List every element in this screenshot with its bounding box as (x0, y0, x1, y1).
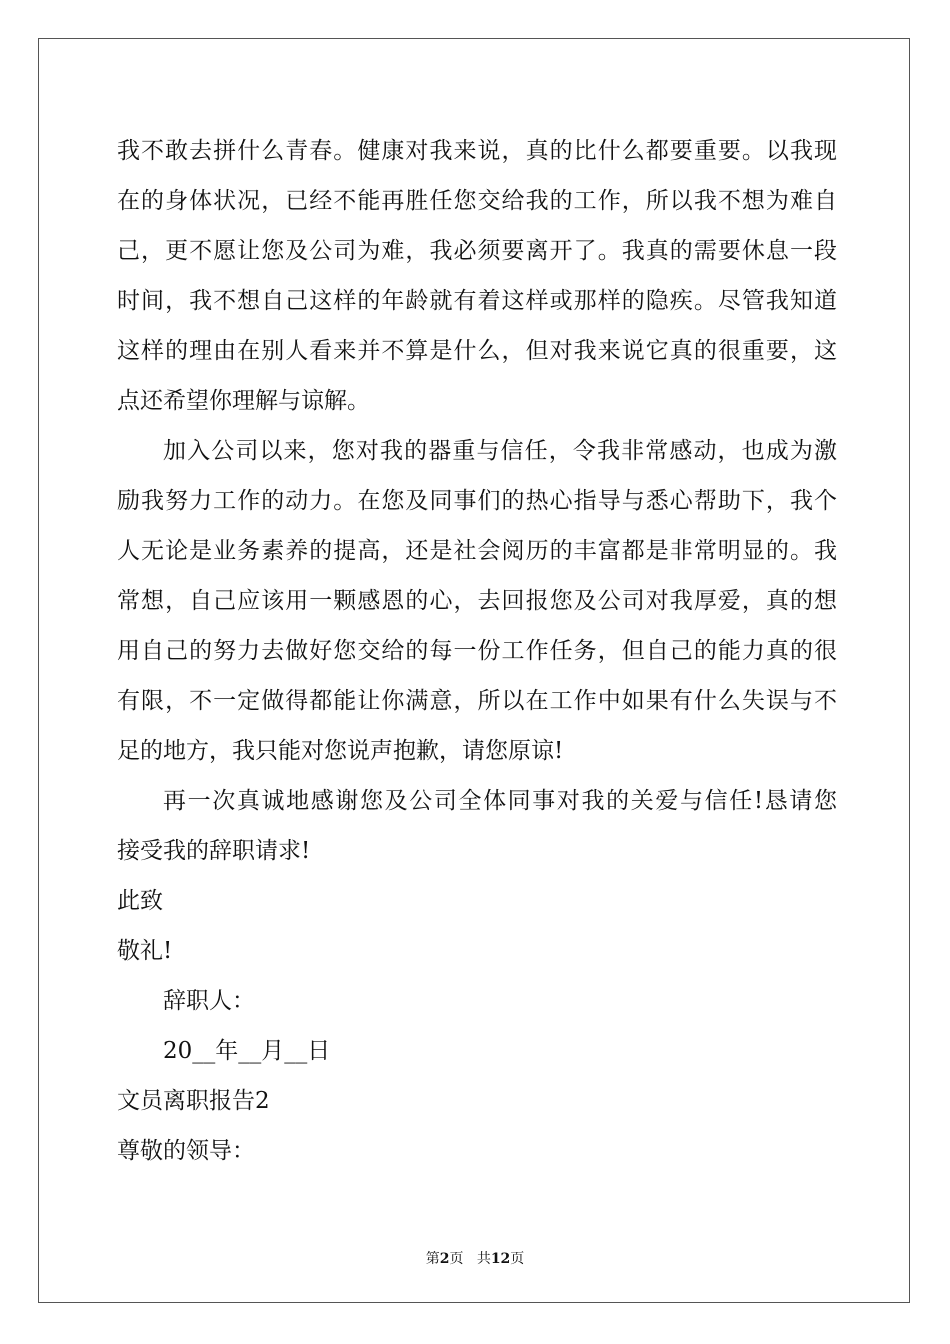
body-line: 点还希望你理解与谅解。 (117, 388, 370, 414)
body-line: 有限，不一定做得都能让你满意，所以在工作中如果有什么失误与不 (117, 688, 837, 714)
body-line: 接受我的辞职请求! (117, 838, 311, 864)
footer-prefix: 第 (425, 1251, 440, 1267)
footer-total-unit: 页 (510, 1251, 525, 1267)
greeting: 尊敬的领导： (117, 1138, 255, 1164)
footer-page-unit: 页 (449, 1251, 464, 1267)
body-line: 用自己的努力去做好您交给的每一份工作任务，但自己的能力真的很 (117, 638, 837, 664)
body-line: 在的身体状况，已经不能再胜任您交给我的工作，所以我不想为难自 (117, 188, 837, 214)
body-line: 励我努力工作的动力。在您及同事们的热心指导与悉心帮助下，我个 (117, 488, 837, 514)
total-pages: 12 (490, 1251, 511, 1267)
closing-salutation: 此致 (117, 888, 163, 914)
body-line: 再一次真诚地感谢您及公司全体同事对我的关爱与信任!恳请您 (163, 788, 837, 814)
signature-line: 辞职人： (163, 988, 255, 1014)
body-line: 常想，自己应该用一颗感恩的心，去回报您及公司对我厚爱，真的想 (117, 588, 837, 614)
body-line: 这样的理由在别人看来并不算是什么，但对我来说它真的很重要，这 (117, 338, 837, 364)
page-number: 2 (439, 1251, 450, 1267)
footer-total-prefix: 共 (476, 1251, 491, 1267)
page-footer (0, 1248, 950, 1268)
document-body (117, 133, 837, 1183)
body-line: 己，更不愿让您及公司为难，我必须要离开了。我真的需要休息一段 (117, 238, 837, 264)
section-title: 文员离职报告2 (117, 1088, 270, 1114)
body-line: 时间，我不想自己这样的年龄就有着这样或那样的隐疾。尽管我知道 (117, 288, 837, 314)
date-line: 20__年__月__日 (163, 1038, 331, 1064)
body-line: 我不敢去拼什么青春。健康对我来说，真的比什么都要重要。以我现 (117, 138, 837, 164)
body-line: 加入公司以来，您对我的器重与信任，令我非常感动，也成为激 (163, 438, 837, 464)
body-line: 足的地方，我只能对您说声抱歉，请您原谅! (117, 738, 564, 764)
body-line: 人无论是业务素养的提高，还是社会阅历的丰富都是非常明显的。我 (117, 538, 837, 564)
closing-regards: 敬礼! (117, 938, 173, 964)
